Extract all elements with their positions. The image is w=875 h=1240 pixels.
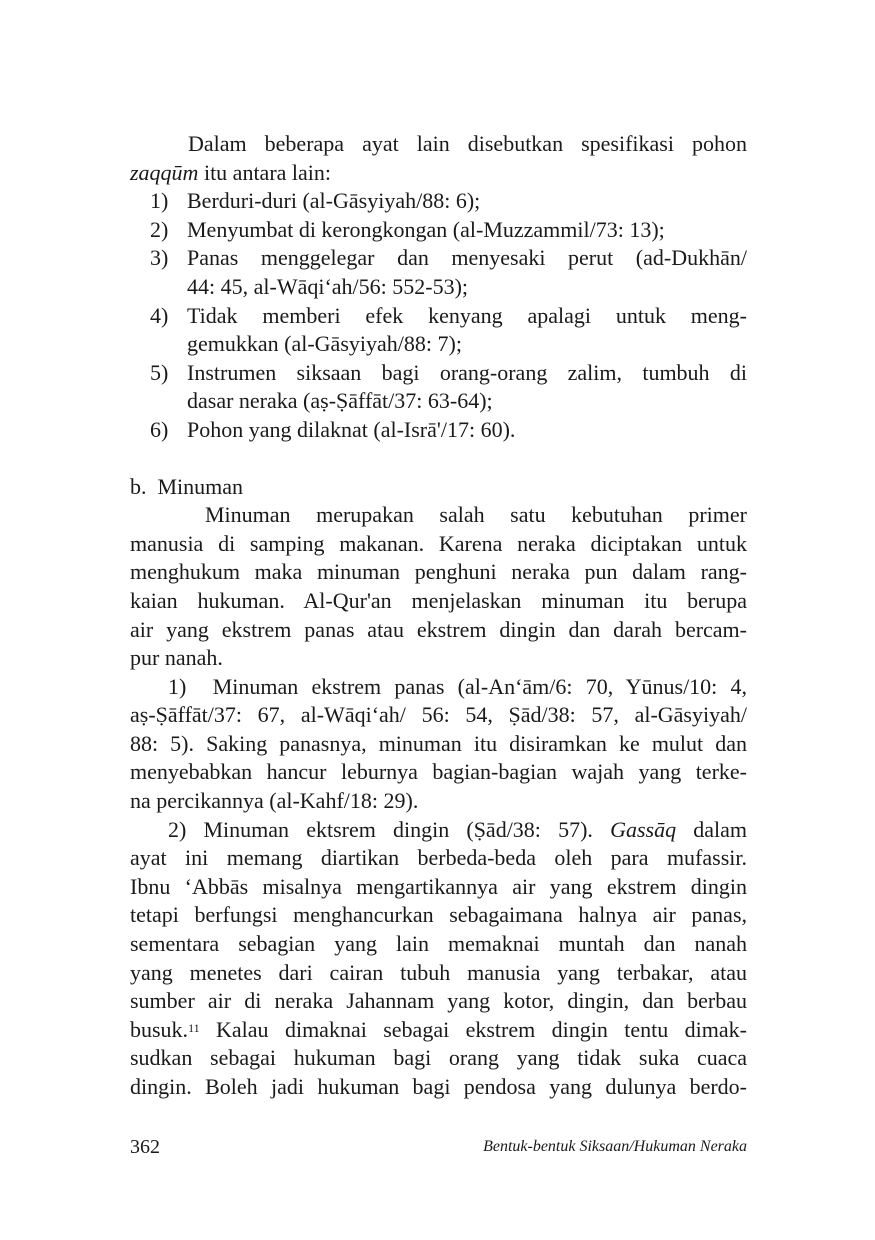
paragraph-line: dingin. Boleh jadi hukuman bagi pendosa yang dulunya berdo- xyxy=(130,1074,747,1099)
intro-line xyxy=(130,159,747,188)
list-item xyxy=(130,187,747,216)
list-item xyxy=(130,302,747,359)
paragraph-line: Minuman merupakan salah satu kebutuhan primer xyxy=(205,502,747,528)
list-number: 6) xyxy=(150,416,169,442)
specification-list xyxy=(130,187,747,444)
paragraph-cold-drink xyxy=(130,816,747,1102)
paragraph-line xyxy=(130,1016,747,1045)
paragraph-text: 2) Minuman ektsrem dingin (Ṣād/38: 57). xyxy=(168,816,611,842)
intro-text: itu antara lain: xyxy=(198,159,332,185)
list-line: Pohon yang dilaknat (al-Isrā'/17: 60). xyxy=(187,416,516,442)
paragraph-line: manusia di samping makanan. Karena neraka diciptakan untuk xyxy=(130,530,747,556)
list-number: 4) xyxy=(150,302,169,328)
paragraph-line: yang menetes dari cairan tubuh manusia yang terbakar, atau xyxy=(130,959,747,985)
list-number: 2) xyxy=(150,216,169,242)
paragraph-text: busuk. xyxy=(130,1016,189,1042)
paragraph-line: menghukum maka minuman penghuni neraka pun dalam rang- xyxy=(130,559,747,585)
list-line: Berduri-duri (al-Gāsyiyah/88: 6); xyxy=(187,188,481,214)
list-line: Tidak memberi efek kenyang apalagi untuk meng- xyxy=(187,302,747,328)
footnote-reference[interactable]: 11 xyxy=(188,1020,200,1035)
paragraph-line: air yang ekstrem panas atau ekstrem dingin dan darah bercam- xyxy=(130,616,747,642)
list-number: 3) xyxy=(150,245,169,271)
paragraph-line: ayat ini memang diartikan berbeda-beda oleh para mufassir. xyxy=(130,845,747,871)
italic-term: Gassāq xyxy=(610,816,677,842)
paragraph-line: aṣ-Ṣāffāt/37: 67, al-Wāqi‘ah/ 56: 54, Ṣād/38: 57, al-Gāsyiyah/ xyxy=(130,702,747,728)
list-item xyxy=(130,416,747,445)
paragraph-line: sementara sebagian yang lain memaknai muntah dan nanah xyxy=(130,931,747,957)
paragraph-line: sumber air di neraka Jahannam yang kotor, dingin, dan berbau xyxy=(130,988,747,1014)
paragraph-line xyxy=(130,816,747,845)
page-number: 362 xyxy=(130,1136,160,1158)
italic-term: zaqqūm xyxy=(130,159,199,185)
paragraph-line: 88: 5). Saking panasnya, minuman itu disiramkan ke mulut dan xyxy=(130,730,747,756)
paragraph-text: dalam xyxy=(676,816,747,842)
paragraph-text: Kalau dimaknai sebagai ekstrem dingin tentu dimak- xyxy=(199,1016,747,1042)
list-item xyxy=(130,359,747,416)
list-line: Panas menggelegar dan menyesaki perut (ad-Dukhān/ xyxy=(187,245,747,271)
intro-line: Dalam beberapa ayat lain disebutkan spesifikasi pohon xyxy=(188,131,747,156)
intro-paragraph xyxy=(130,130,747,187)
paragraph-line: pur nanah. xyxy=(130,645,223,671)
paragraph-line: Ibnu ‘Abbās misalnya mengartikannya air yang ekstrem dingin xyxy=(130,873,747,899)
paragraph-line: tetapi berfungsi menghancurkan sebagaimana halnya air panas, xyxy=(130,902,747,928)
paragraph-line: menyebabkan hancur leburnya bagian-bagian wajah yang terke- xyxy=(130,759,747,785)
paragraph-line: 1) Minuman ekstrem panas (al-An‘ām/6: 70, Yūnus/10: 4, xyxy=(168,673,747,699)
list-number: 1) xyxy=(150,188,169,214)
list-line: dasar neraka (aṣ-Ṣāffāt/37: 63-64); xyxy=(187,388,493,414)
paragraph-minuman xyxy=(130,501,747,673)
paragraph-line: sudkan sebagai hukuman bagi orang yang tidak suka cuaca xyxy=(130,1045,747,1071)
list-item xyxy=(130,244,747,301)
paragraph-line: na percikannya (al-Kahf/18: 29). xyxy=(130,788,419,814)
list-line: Menyumbat di kerongkongan (al-Muzzammil/73: 13); xyxy=(187,216,665,242)
list-line: 44: 45, al-Wāqi‘ah/56: 552-53); xyxy=(187,273,469,299)
list-item xyxy=(130,216,747,245)
section-heading: b. Minuman xyxy=(130,473,244,499)
running-title: Bentuk-bentuk Siksaan/Hukuman Neraka xyxy=(483,1138,747,1155)
list-number: 5) xyxy=(150,359,169,385)
list-line: gemukkan (al-Gāsyiyah/88: 7); xyxy=(187,331,462,357)
paragraph-hot-drink xyxy=(130,673,747,816)
spacer xyxy=(130,445,747,473)
list-line: Instrumen siksaan bagi orang-orang zalim, tumbuh di xyxy=(187,359,747,385)
paragraph-line: kaian hukuman. Al-Qur'an menjelaskan minuman itu berupa xyxy=(130,587,747,613)
page-body xyxy=(130,130,747,1102)
